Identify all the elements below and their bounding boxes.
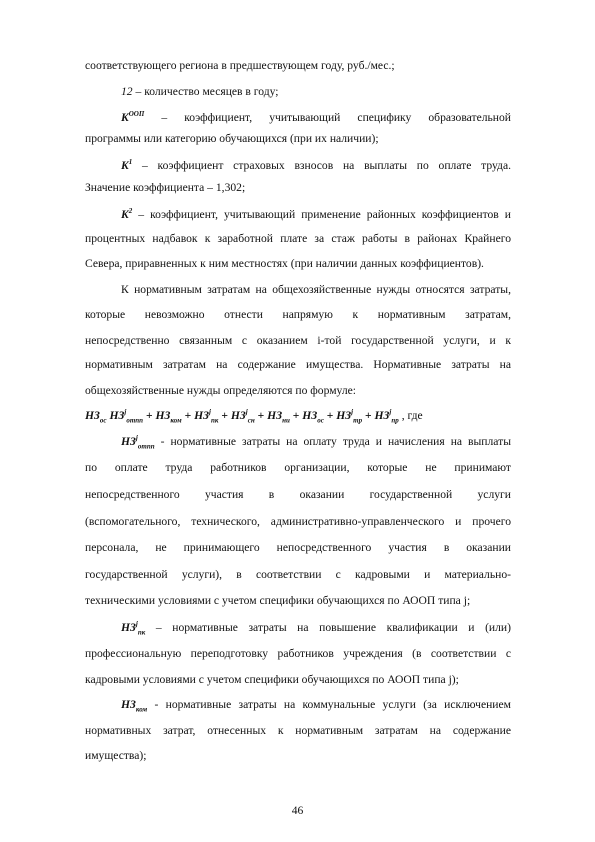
formula-symbol: $K^1$ <box>121 158 133 172</box>
formula-symbol: $НЗ_{ос}$ <box>302 409 324 425</box>
text-fragment: - нормативные затраты на коммунальные услуги (за исключением <box>154 698 511 711</box>
text-line: имущества); <box>85 749 147 762</box>
text-line: (вспомогательного, технического, административно-управленческого и прочего <box>85 515 511 528</box>
text-line <box>121 434 511 450</box>
text-line: непосредственно связанным с оказанием i-той государственной услуги, и к <box>85 334 511 347</box>
text-line <box>121 110 511 126</box>
text-line: государственной услуги), в соответствии с кадровыми и материально- <box>85 568 511 581</box>
text-line: нормативным затратам на содержание имущества. Нормативные затраты на <box>85 358 511 371</box>
text-line: которые невозможно отнести напрямую к нормативным затратам, <box>85 308 511 321</box>
text-line: нормативных затрат, отнесенных к нормативным затратам на содержание <box>85 724 511 737</box>
formula-symbol: $НЗ^j_{пк}$ <box>194 408 219 425</box>
text-fragment: – коэффициент, учитывающий применение районных коэффициентов и <box>138 208 511 221</box>
text-line: техническими условиями с учетом специфики обучающихся по АООП типа j; <box>85 594 471 607</box>
text-fragment: - нормативные затраты на оплату труда и начисления на выплаты <box>160 435 511 448</box>
page-number: 46 <box>291 804 304 817</box>
text-line <box>121 620 511 636</box>
formula-symbol: $НЗ^j_{пр}$ <box>374 408 399 425</box>
text-line: непосредственного участия в оказании государственной услуги <box>85 488 511 501</box>
text-line: процентных надбавок к заработной плате за стаж работы в районах Крайнего <box>85 232 511 245</box>
text-line: общехозяйственные нужды определяются по формуле: <box>85 384 356 397</box>
formula-symbol: $НЗ_{ни}$ <box>267 409 290 425</box>
formula-symbol: $НЗ^j_{отпп}$ <box>109 408 144 425</box>
formula-symbol: $НЗ_{ос}$ <box>85 409 107 425</box>
text-line: Севера, приравненных к ним местностях (при наличии данных коэффициентов). <box>85 257 484 270</box>
text-line: программы или категорию обучающихся (при их наличии); <box>85 132 379 145</box>
text-line: по оплате труда работников организации, которые не принимают <box>85 461 511 474</box>
text-line <box>121 207 511 223</box>
formula-symbol: $НЗ^j_{сн}$ <box>230 408 255 425</box>
formula-symbol: $K^{ООП}$ <box>121 110 145 124</box>
text-fragment: – коэффициент, учитывающий специфику образовательной <box>161 111 511 124</box>
text-line <box>121 84 511 100</box>
formula-symbol: $НЗ_{ком}$ <box>121 698 148 714</box>
formula-symbol: 12 <box>121 85 133 98</box>
formula: $НЗ_{ос}$ $НЗ^j_{отпп} + НЗ_{ком} + НЗ^j_{пк} + НЗ^j_{сн} + НЗ_{ни} + НЗ_{ос} + НЗ^j_{тр} + НЗ^j_{пр}$ , где <box>85 408 423 425</box>
formula-symbol: $НЗ^j_{отпп}$ <box>121 434 155 451</box>
text-line: профессиональную переподготовку работников учреждения (в соответствии с <box>85 647 511 660</box>
text-line: персонала, не принимающего непосредственного участия в оказании <box>85 541 511 554</box>
formula-symbol: $НЗ^j_{тр}$ <box>336 408 363 425</box>
text-fragment: – количество месяцев в году; <box>135 85 279 98</box>
formula-symbol: $K^2$ <box>121 207 133 221</box>
text-line: соответствующего региона в предшествующем году, руб./мес.; <box>85 59 395 72</box>
formula-symbol: $НЗ^j_{пк}$ <box>121 620 146 637</box>
text-fragment: , где <box>401 409 423 422</box>
formula-symbol: $НЗ_{ком}$ <box>155 409 182 425</box>
text-line <box>121 697 511 713</box>
text-line: К нормативным затратам на общехозяйственные нужды относятся затраты, <box>121 283 511 296</box>
text-fragment: – коэффициент страховых взносов на выплаты по оплате труда. <box>142 159 511 172</box>
text-line <box>121 158 511 174</box>
text-line: кадровыми условиями с учетом специфики обучающихся по АООП типа j); <box>85 673 459 686</box>
text-line: Значение коэффициента – 1,302; <box>85 181 246 194</box>
text-fragment: – нормативные затраты на повышение квалификации и (или) <box>155 621 511 634</box>
